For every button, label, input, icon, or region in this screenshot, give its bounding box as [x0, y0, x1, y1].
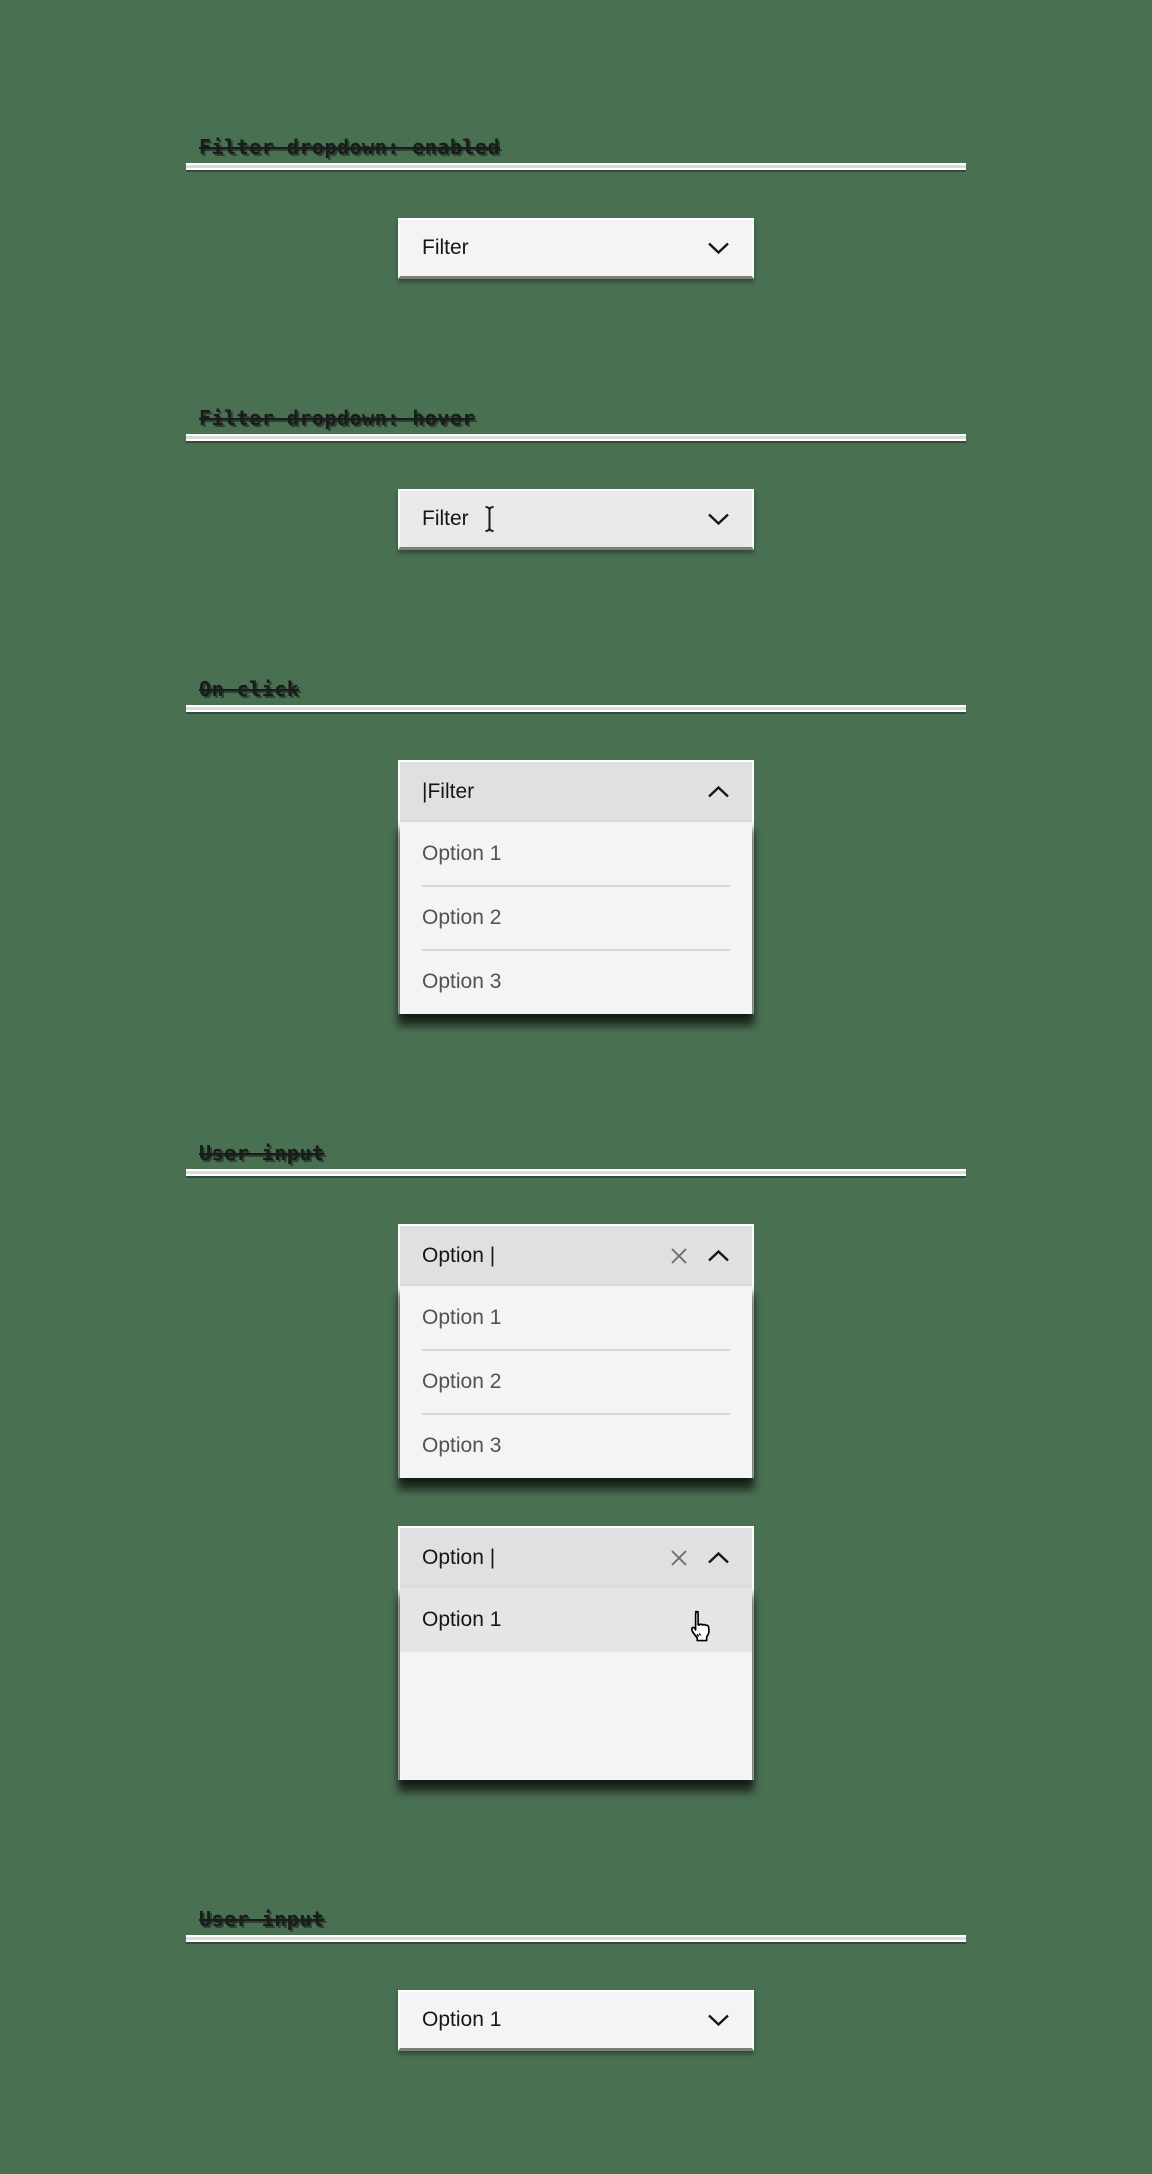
chevron-up-icon[interactable] [707, 1249, 730, 1263]
filter-dropdown-enabled [398, 218, 754, 279]
menu-option-label: Option 1 [422, 1608, 502, 1631]
chevron-down-icon [707, 512, 730, 526]
clear-icon[interactable] [668, 1245, 690, 1267]
dropdown-input[interactable] [400, 1528, 752, 1588]
chevron-up-icon[interactable] [707, 1551, 730, 1565]
section-user-input-selected [186, 1908, 966, 2051]
menu-option[interactable]: Option 1 [422, 842, 502, 865]
content-container [186, 0, 966, 2051]
dropdown-value: Filter [422, 507, 469, 530]
combo-dropdown-filtered [398, 1526, 754, 1780]
section-on-click [186, 678, 966, 1014]
section-heading: User input [199, 1907, 325, 1931]
section-divider [186, 1935, 966, 1942]
dropdown-input[interactable] [400, 1226, 752, 1286]
section-heading: User input [199, 1141, 325, 1165]
dropdown-selected [398, 1990, 754, 2051]
dropdown-menu [400, 1286, 752, 1478]
filter-dropdown-hover [398, 489, 754, 550]
menu-option[interactable]: Option 3 [400, 950, 752, 1014]
text-cursor-icon [483, 505, 496, 533]
section-divider [186, 1169, 966, 1176]
dropdown-input[interactable] [400, 762, 752, 822]
hand-cursor-icon [684, 1610, 714, 1650]
dropdown-input-value: |Filter [422, 780, 475, 803]
section-heading: On click [199, 677, 300, 701]
dropdown-menu [400, 822, 752, 1014]
chevron-down-icon [707, 241, 730, 255]
dropdown-field[interactable] [398, 218, 754, 279]
menu-option[interactable]: Option 3 [400, 1414, 752, 1478]
dropdown-value: Option 1 [422, 2008, 502, 2031]
section-heading: Filter dropdown: hover [199, 406, 475, 430]
combo-dropdown-open [398, 1224, 754, 1478]
dropdown-value: Filter [422, 236, 469, 259]
dropdown-menu [400, 1588, 752, 1780]
section-divider [186, 163, 966, 170]
section-filter-hover [186, 407, 966, 550]
section-heading: Filter dropdown: enabled [199, 135, 500, 159]
dropdown-field[interactable] [398, 1990, 754, 2051]
section-divider [186, 705, 966, 712]
section-user-input-open [186, 1142, 966, 1780]
menu-option[interactable]: Option 2 [400, 1350, 752, 1414]
dropdown-input-value: Option | [422, 1244, 496, 1267]
section-filter-enabled [186, 136, 966, 279]
dropdown-input-value: Option | [422, 1546, 496, 1569]
menu-option[interactable]: Option 1 [422, 1306, 502, 1329]
chevron-down-icon [707, 2013, 730, 2027]
menu-option[interactable]: Option 2 [400, 886, 752, 950]
clear-icon[interactable] [668, 1547, 690, 1569]
section-divider [186, 434, 966, 441]
chevron-up-icon[interactable] [707, 785, 730, 799]
menu-option-highlighted[interactable] [400, 1588, 752, 1652]
dropdown-field[interactable] [398, 489, 754, 550]
filter-dropdown-open [398, 760, 754, 1014]
